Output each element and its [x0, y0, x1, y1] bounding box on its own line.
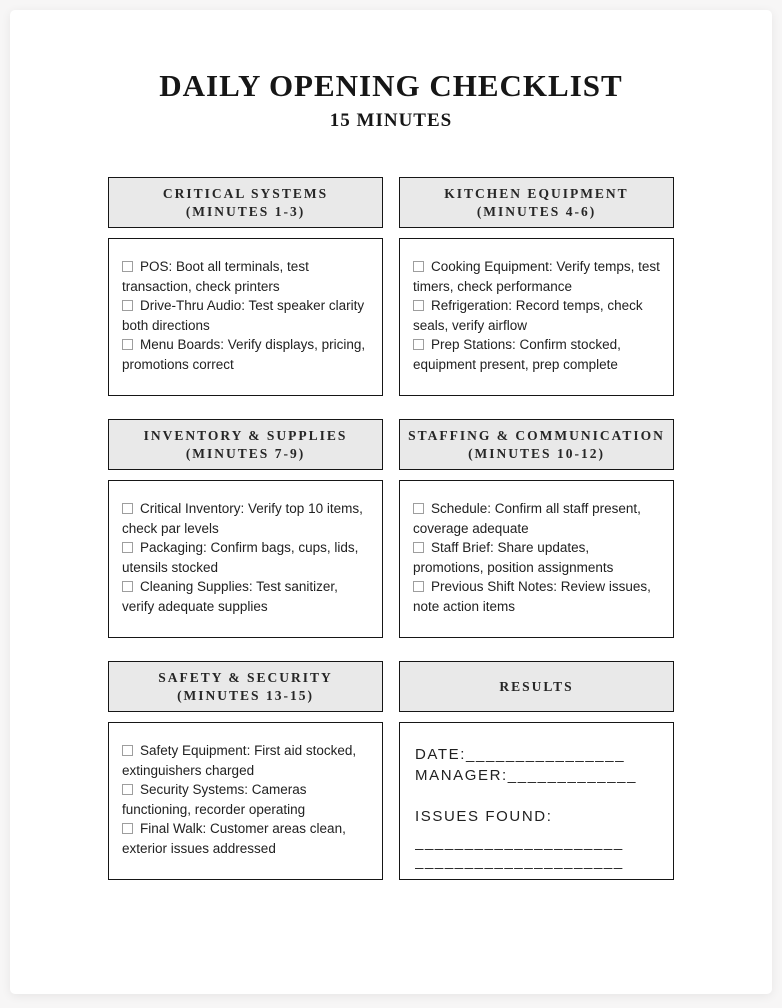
- section-staffing-communication: [399, 419, 674, 638]
- section-header: [108, 177, 383, 228]
- checkbox-icon: [413, 503, 424, 514]
- checklist-item-text: Safety Equipment: First aid stocked, extinguishers charged: [122, 743, 357, 778]
- checklist-item-text: Schedule: Confirm all staff present, coverage adequate: [413, 501, 641, 536]
- checklist-item: [122, 259, 309, 294]
- checklist-item-text: Drive-Thru Audio: Test speaker clarity both directions: [122, 298, 365, 333]
- section-title: INVENTORY & SUPPLIES: [143, 428, 348, 443]
- page-title: DAILY OPENING CHECKLIST: [159, 68, 623, 103]
- issues-found-label: ISSUES FOUND:: [415, 808, 553, 825]
- checklist-item: [413, 501, 641, 536]
- section-body: [399, 238, 674, 396]
- section-header: [399, 419, 674, 470]
- checkbox-icon: [122, 542, 133, 553]
- date-field: DATE:________________: [415, 746, 626, 763]
- checklist-item: [413, 337, 621, 372]
- manager-field: MANAGER:_____________: [415, 767, 638, 784]
- section-header: [399, 661, 674, 712]
- section-body: [399, 480, 674, 638]
- section-safety-security: [108, 661, 383, 880]
- section-title: CRITICAL SYSTEMS: [162, 186, 329, 201]
- checklist-item-text: Cooking Equipment: Verify temps, test timers, check performance: [413, 259, 660, 294]
- section-minutes: (MINUTES 1-3): [185, 203, 306, 219]
- checkbox-icon: [413, 581, 424, 592]
- checklist-item-text: Refrigeration: Record temps, check seals, verify airflow: [413, 298, 643, 333]
- checkbox-icon: [413, 261, 424, 272]
- checklist-item: [122, 579, 338, 614]
- checklist-item-text: Critical Inventory: Verify top 10 items, check par levels: [122, 501, 363, 536]
- section-critical-systems: [108, 177, 383, 396]
- section-title: SAFETY & SECURITY: [158, 670, 333, 685]
- section-title: KITCHEN EQUIPMENT: [444, 186, 629, 201]
- checklist-grid: [108, 177, 674, 880]
- results-body: [399, 722, 674, 880]
- section-header: [108, 661, 383, 712]
- section-title: RESULTS: [499, 678, 574, 694]
- checklist-item: [413, 540, 613, 575]
- section-kitchen-equipment: [399, 177, 674, 396]
- issues-blank-line: _____________________: [415, 834, 624, 851]
- checkbox-icon: [122, 261, 133, 272]
- checklist-item-text: Prep Stations: Confirm stocked, equipment present, prep complete: [413, 337, 621, 372]
- checklist-item: [413, 259, 660, 294]
- checkbox-icon: [122, 784, 133, 795]
- checklist-item-text: Final Walk: Customer areas clean, exterior issues addressed: [122, 821, 346, 856]
- section-body: [108, 238, 383, 396]
- issues-blank-line: _____________________: [415, 853, 624, 870]
- checklist-item: [122, 337, 365, 372]
- checklist-item-text: Cleaning Supplies: Test sanitizer, verify adequate supplies: [122, 579, 338, 614]
- checklist-document: [108, 10, 674, 880]
- checklist-item: [122, 782, 307, 817]
- document-page: [10, 10, 772, 994]
- section-minutes: (MINUTES 4-6): [476, 203, 597, 219]
- section-minutes: (MINUTES 10-12): [468, 445, 605, 461]
- checkbox-icon: [413, 300, 424, 311]
- checklist-item-text: Packaging: Confirm bags, cups, lids, utensils stocked: [122, 540, 359, 575]
- checklist-item-text: Previous Shift Notes: Review issues, note action items: [413, 579, 651, 614]
- checklist-item-text: POS: Boot all terminals, test transaction, check printers: [122, 259, 309, 294]
- checkbox-icon: [122, 823, 133, 834]
- checklist-item: [122, 501, 363, 536]
- checklist-item: [413, 298, 643, 333]
- section-minutes: (MINUTES 7-9): [185, 445, 306, 461]
- section-header: [108, 419, 383, 470]
- checklist-item-text: Menu Boards: Verify displays, pricing, promotions correct: [122, 337, 366, 372]
- section-minutes: (MINUTES 13-15): [177, 687, 314, 703]
- checkbox-icon: [122, 745, 133, 756]
- checkbox-icon: [413, 339, 424, 350]
- checkbox-icon: [413, 542, 424, 553]
- section-title: STAFFING & COMMUNICATION: [408, 428, 665, 443]
- section-header: [399, 177, 674, 228]
- page-subtitle: 15 MINUTES: [329, 110, 453, 131]
- checkbox-icon: [122, 581, 133, 592]
- checklist-item: [413, 579, 651, 614]
- checklist-item: [122, 298, 364, 333]
- checklist-item-text: Staff Brief: Share updates, promotions, position assignments: [413, 540, 614, 575]
- checklist-item-text: Security Systems: Cameras functioning, recorder operating: [122, 782, 307, 817]
- checkbox-icon: [122, 339, 133, 350]
- checklist-item: [122, 743, 356, 778]
- checkbox-icon: [122, 503, 133, 514]
- checklist-item: [122, 540, 358, 575]
- section-inventory-supplies: [108, 419, 383, 638]
- section-body: [108, 722, 383, 880]
- section-results: [399, 661, 674, 880]
- checkbox-icon: [122, 300, 133, 311]
- checklist-item: [122, 821, 346, 856]
- section-body: [108, 480, 383, 638]
